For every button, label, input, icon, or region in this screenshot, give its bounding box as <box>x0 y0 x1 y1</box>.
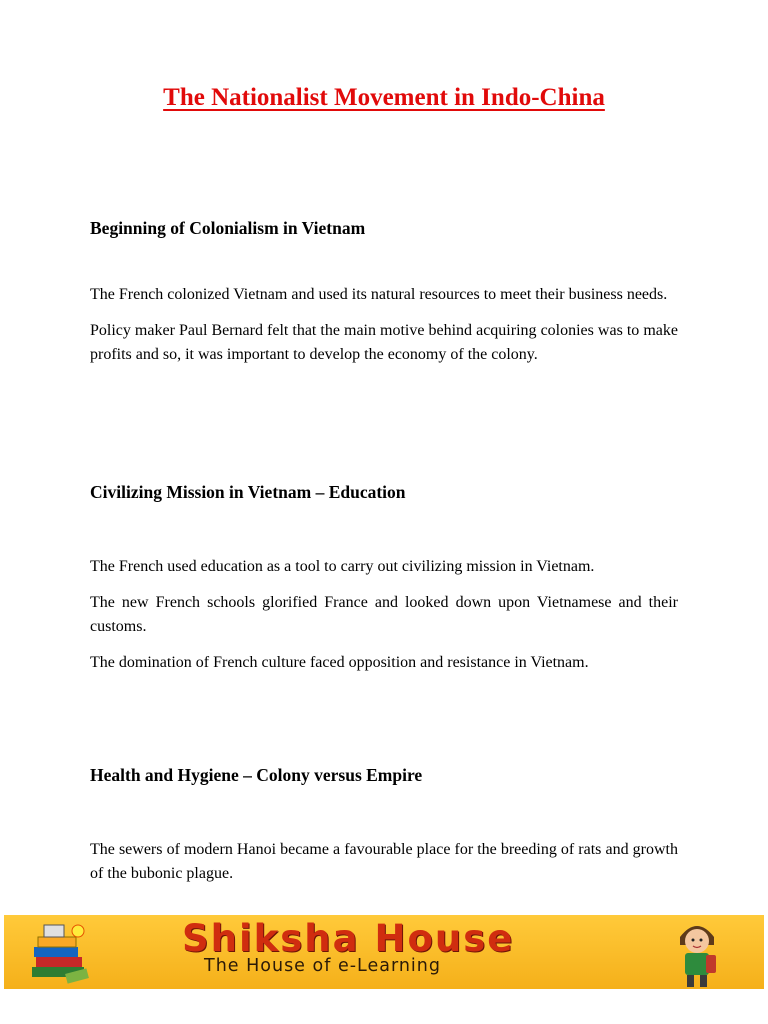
brand-name: Shiksha House <box>182 917 515 960</box>
paragraph: Policy maker Paul Bernard felt that the main motive behind acquiring colonies was to make profits and so, it was important to develop the economy of the colony. <box>90 322 678 363</box>
section-heading: Health and Hygiene – Colony versus Empire <box>90 765 423 785</box>
section-colonialism <box>90 218 678 367</box>
student-icon <box>666 915 728 989</box>
paragraph: The domination of French culture faced opposition and resistance in Vietnam. <box>90 654 589 671</box>
section-heading: Beginning of Colonialism in Vietnam <box>90 218 366 238</box>
section-health <box>90 765 678 886</box>
paragraph: The new French schools glorified France and looked down upon Vietnamese and their customs. <box>90 594 678 635</box>
brand-tagline: The House of e-Learning <box>204 956 441 976</box>
paragraph: The French colonized Vietnam and used its natural resources to meet their business needs. <box>90 286 668 303</box>
footer-banner <box>4 915 764 989</box>
section-education <box>90 482 678 675</box>
page-title: The Nationalist Movement in Indo-China <box>163 84 605 111</box>
section-heading: Civilizing Mission in Vietnam – Education <box>90 482 406 502</box>
books-icon <box>26 919 96 985</box>
paragraph: The sewers of modern Hanoi became a favourable place for the breeding of rats and growth of the bubonic plague. <box>90 841 678 882</box>
paragraph: The French used education as a tool to carry out civilizing mission in Vietnam. <box>90 558 595 575</box>
